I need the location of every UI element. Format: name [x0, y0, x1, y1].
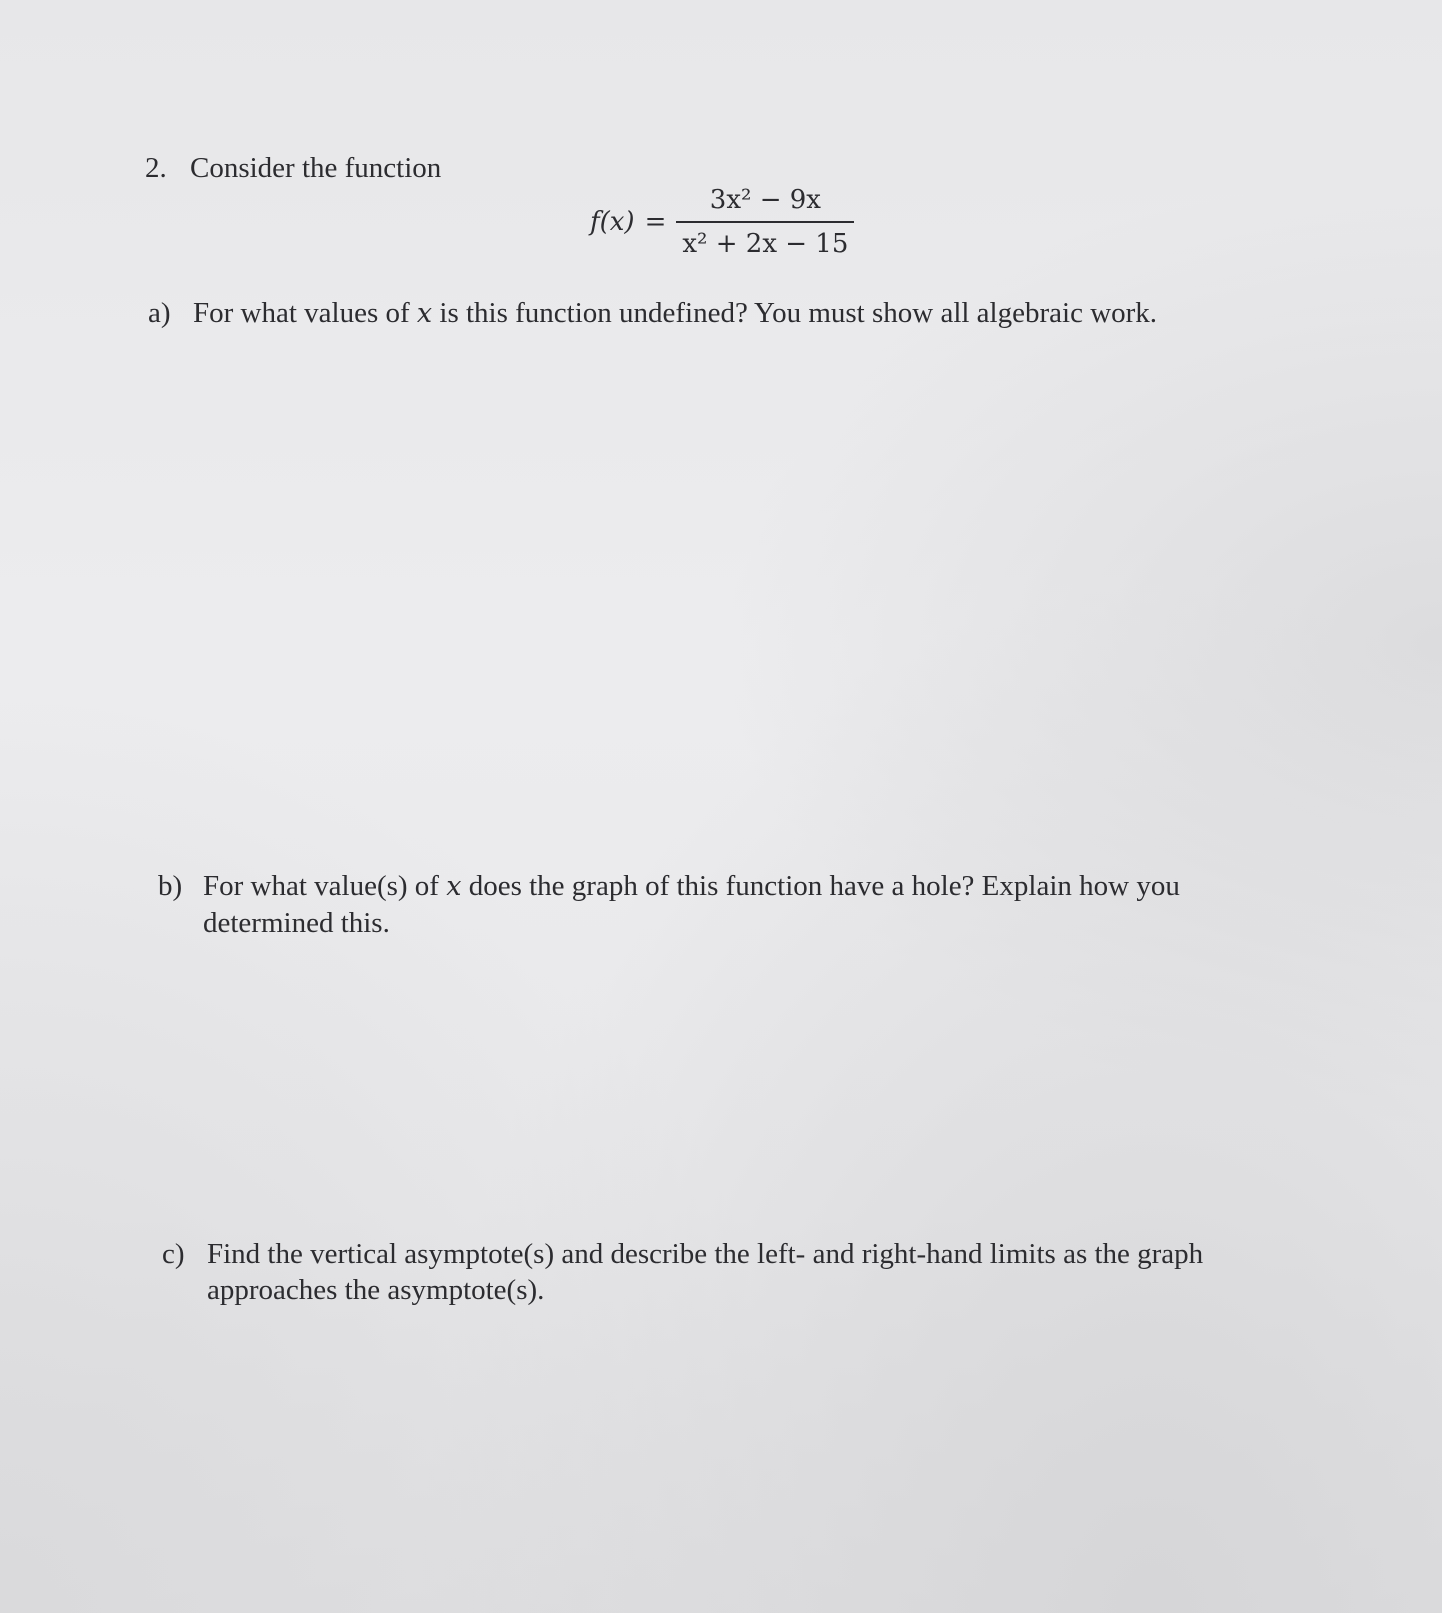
problem-intro: Consider the function [190, 152, 442, 184]
function-formula [590, 185, 854, 259]
formula-equals: = [644, 207, 667, 237]
formula-fraction [676, 185, 854, 259]
part-b-variable: x [446, 871, 462, 902]
formula-denominator: x² + 2x − 15 [682, 229, 849, 259]
part-c-label: c) [162, 1238, 185, 1270]
part-c-text: Find the vertical asymptote(s) and describe the left- and right-hand limits as the graph approaches the asymptote(s). [207, 1238, 1204, 1306]
part-a-text-before: For what values of [193, 297, 417, 329]
part-a-variable: x [416, 298, 433, 329]
problem-number: 2. [145, 152, 167, 184]
part-a-label: a) [148, 297, 171, 329]
part-b-text-before: For what value(s) of [203, 870, 447, 902]
part-a-text-after: is this function undefined? You must show all algebraic work. [432, 297, 1158, 329]
part-b-label: b) [158, 870, 183, 902]
formula-numerator: 3x² − 9x [709, 185, 821, 215]
part-b-text-after: does the graph of this function have a hole? Explain how you determined this. [203, 870, 1180, 939]
formula-lhs: f(x) [590, 207, 635, 237]
part-a-text [193, 295, 1243, 332]
part-b-text [203, 868, 1213, 941]
